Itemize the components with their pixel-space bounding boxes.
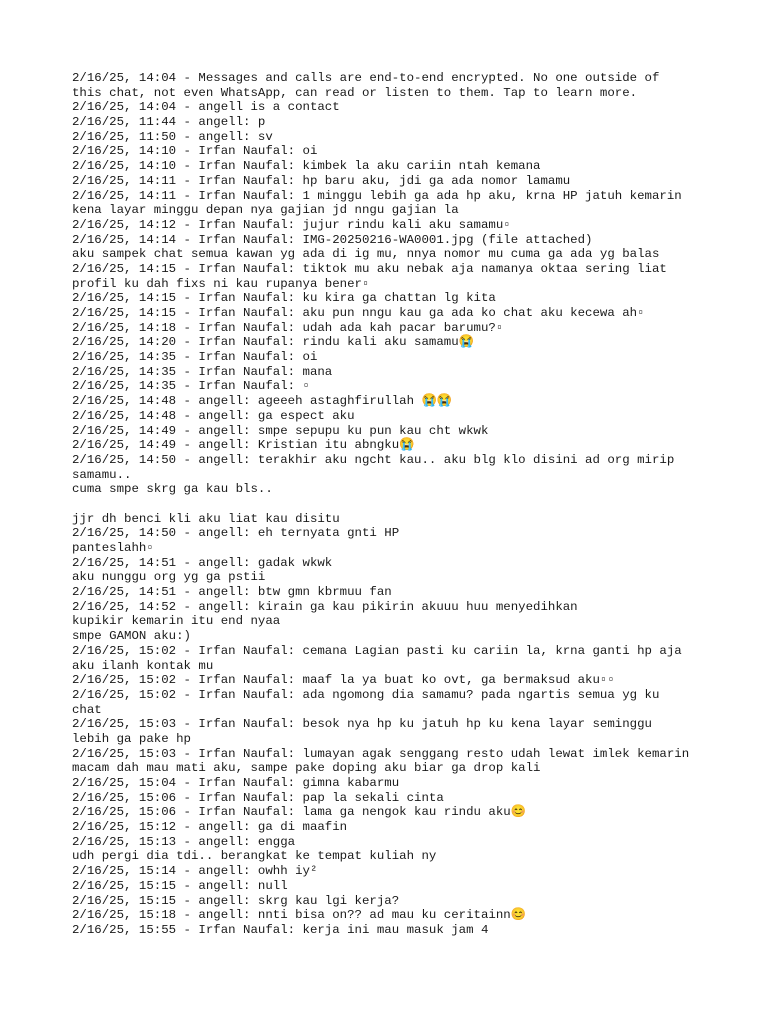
text-line: 2/16/25, 14:10 - Irfan Naufal: oi <box>72 144 318 159</box>
text-line: 2/16/25, 14:51 - angell: btw gmn kbrmuu fan <box>72 585 392 600</box>
text-line: kupikir kemarin itu end nyaa <box>72 614 281 629</box>
text-line: 2/16/25, 14:50 - angell: terakhir aku ngcht kau.. aku blg klo disini ad org mirip <box>72 452 675 467</box>
text-line: 2/16/25, 14:35 - Irfan Naufal: ▫ <box>72 379 310 394</box>
text-line: panteslahh▫ <box>72 541 154 555</box>
text-line: 2/16/25, 15:15 - angell: null <box>72 878 288 893</box>
text-line: 2/16/25, 14:35 - Irfan Naufal: oi <box>72 350 318 365</box>
text-line: 2/16/25, 14:49 - angell: Kristian itu abngku😭 <box>72 438 415 453</box>
text-line: jjr dh benci kli aku liat kau disitu <box>72 511 340 526</box>
text-line: 2/16/25, 15:18 - angell: nnti bisa on?? ad mau ku ceritainn😊 <box>72 908 527 923</box>
text-line: 2/16/25, 15:13 - angell: engga <box>72 834 296 849</box>
text-line: 2/16/25, 14:48 - angell: ageeeh astaghfirullah 😭😭 <box>72 394 453 409</box>
text-line: 2/16/25, 14:12 - Irfan Naufal: jujur rindu kali aku samamu▫ <box>72 217 511 232</box>
text-line: 2/16/25, 14:15 - Irfan Naufal: ku kira ga chattan lg kita <box>72 291 496 306</box>
text-line: 2/16/25, 15:03 - Irfan Naufal: besok nya hp ku jatuh hp ku kena layar seminggu <box>72 717 652 732</box>
text-line: 2/16/25, 15:02 - Irfan Naufal: maaf la ya buat ko ovt, ga bermaksud aku▫▫ <box>72 673 615 688</box>
text-line: samamu.. <box>72 467 132 482</box>
text-line: profil ku dah fixs ni kau rupanya bener▫ <box>72 276 370 291</box>
text-line: 2/16/25, 14:04 - Messages and calls are end-to-end encrypted. No one outside of <box>72 71 660 85</box>
text-line: 2/16/25, 14:50 - angell: eh ternyata gnti HP <box>72 526 400 541</box>
text-line: kena layar minggu depan nya gajian jd nngu gajian la <box>72 203 459 218</box>
text-line: 2/16/25, 11:50 - angell: sv <box>72 129 273 144</box>
text-line: 2/16/25, 14:20 - Irfan Naufal: rindu kali aku samamu😭 <box>72 335 475 350</box>
text-line: aku sampek chat semua kawan yg ada di ig mu, nnya nomor mu cuma ga ada yg balas <box>72 247 660 262</box>
text-line: cuma smpe skrg ga kau bls.. <box>72 482 273 497</box>
text-line: smpe GAMON aku:) <box>72 629 191 644</box>
text-line: 2/16/25, 14:18 - Irfan Naufal: udah ada kah pacar barumu?▫ <box>72 320 504 335</box>
text-line: 2/16/25, 14:11 - Irfan Naufal: hp baru aku, jdi ga ada nomor lamamu <box>72 173 571 188</box>
text-line: chat <box>72 702 102 717</box>
text-line: 2/16/25, 15:02 - Irfan Naufal: ada ngomong dia samamu? pada ngartis semua yg ku <box>72 687 660 702</box>
text-line: 2/16/25, 15:04 - Irfan Naufal: gimna kabarmu <box>72 776 400 790</box>
text-line: 2/16/25, 15:14 - angell: owhh iy² <box>72 864 318 879</box>
text-line: lebih ga pake hp <box>72 731 191 746</box>
chat-export-text <box>72 71 722 938</box>
text-line: 2/16/25, 14:48 - angell: ga espect aku <box>72 408 355 423</box>
text-line: this chat, not even WhatsApp, can read or listen to them. Tap to learn more. <box>72 85 638 100</box>
text-line: 2/16/25, 14:15 - Irfan Naufal: tiktok mu aku nebak aja namanya oktaa sering liat <box>72 261 667 276</box>
text-line: aku nunggu org yg ga pstii <box>72 570 266 585</box>
text-line: 2/16/25, 11:44 - angell: p <box>72 115 266 130</box>
text-line: 2/16/25, 14:52 - angell: kirain ga kau pikirin akuuu huu menyedihkan <box>72 599 578 614</box>
text-line: 2/16/25, 15:55 - Irfan Naufal: kerja ini mau masuk jam 4 <box>72 922 489 937</box>
text-line: 2/16/25, 15:03 - Irfan Naufal: lumayan agak senggang resto udah lewat imlek kemarin <box>72 746 690 761</box>
text-line: 2/16/25, 14:15 - Irfan Naufal: aku pun nngu kau ga ada ko chat aku kecewa ah▫ <box>72 306 645 320</box>
text-line: 2/16/25, 15:06 - Irfan Naufal: pap la sekali cinta <box>72 790 444 805</box>
text-line: 2/16/25, 14:14 - Irfan Naufal: IMG-20250216-WA0001.jpg (file attached) <box>72 232 593 247</box>
text-line: 2/16/25, 15:12 - angell: ga di maafin <box>72 820 348 835</box>
text-line: 2/16/25, 14:10 - Irfan Naufal: kimbek la aku cariin ntah kemana <box>72 159 541 174</box>
text-line: aku ilanh kontak mu <box>72 658 214 673</box>
text-line: 2/16/25, 14:11 - Irfan Naufal: 1 minggu lebih ga ada hp aku, krna HP jatuh kemarin <box>72 188 682 203</box>
text-line: 2/16/25, 14:51 - angell: gadak wkwk <box>72 555 333 570</box>
text-line: 2/16/25, 14:35 - Irfan Naufal: mana <box>72 364 333 379</box>
text-line: 2/16/25, 15:02 - Irfan Naufal: cemana Lagian pasti ku cariin la, krna ganti hp aja <box>72 643 682 658</box>
text-line: 2/16/25, 15:15 - angell: skrg kau lgi kerja? <box>72 893 400 908</box>
text-line: 2/16/25, 14:49 - angell: smpe sepupu ku pun kau cht wkwk <box>72 423 489 438</box>
text-line <box>72 497 722 512</box>
text-line: 2/16/25, 15:06 - Irfan Naufal: lama ga nengok kau rindu aku😊 <box>72 805 527 820</box>
text-line: macam dah mau mati aku, sampe pake doping aku biar ga drop kali <box>72 761 541 776</box>
text-line: 2/16/25, 14:04 - angell is a contact <box>72 100 340 115</box>
text-line: udh pergi dia tdi.. berangkat ke tempat kuliah ny <box>72 849 437 864</box>
